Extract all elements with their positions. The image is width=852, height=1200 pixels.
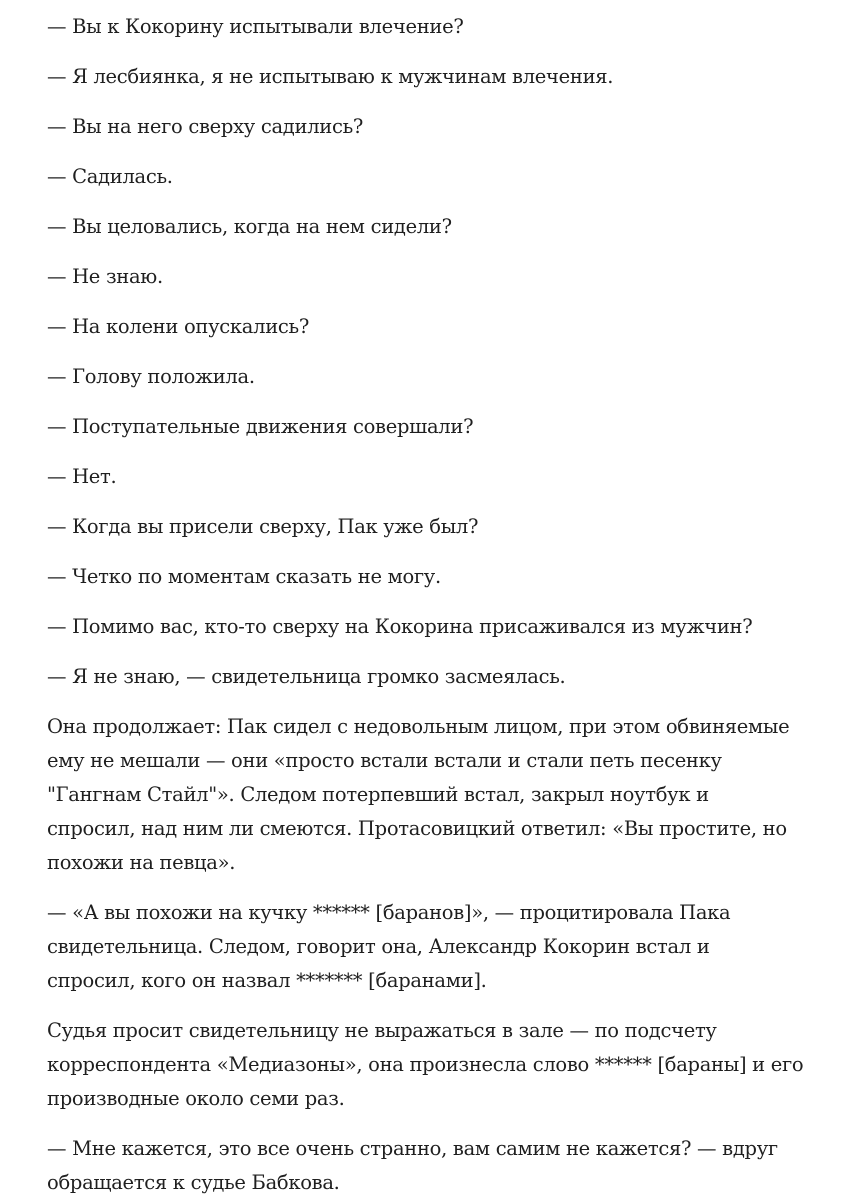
dialogue-line: — Я не знаю, — свидетельница громко засмеялась.: [47, 665, 566, 688]
paragraph-line: корреспондента «Медиазоны», она произнесла слово ****** [бараны] и его: [47, 1053, 804, 1076]
dialogue-line: — Садилась.: [47, 165, 173, 188]
dialogue-line: — Я лесбиянка, я не испытываю к мужчинам влечения.: [47, 65, 614, 88]
paragraph-line: "Гангнам Стайл"». Следом потерпевший встал, закрыл ноутбук и: [47, 783, 709, 806]
paragraph-line: ему не мешали — они «просто встали встали и стали петь песенку: [47, 749, 722, 772]
dialogue-line: — Четко по моментам сказать не могу.: [47, 565, 441, 588]
dialogue-line: — Вы целовались, когда на нем сидели?: [47, 215, 452, 238]
paragraph-line: Судья просит свидетельницу не выражаться в зале — по подсчету: [47, 1019, 717, 1042]
paragraph-witness: [47, 1132, 852, 1200]
paragraph-narration: [47, 710, 852, 880]
paragraph-line: — «А вы похожи на кучку ****** [баранов]», — процитировала Пака: [47, 901, 731, 924]
dialogue-line: — Помимо вас, кто-то сверху на Кокорина присаживался из мужчин?: [47, 615, 753, 638]
dialogue-line: — Голову положила.: [47, 365, 255, 388]
dialogue-line: — Вы на него сверху садились?: [47, 115, 364, 138]
dialogue-line: — Вы к Кокорину испытывали влечение?: [47, 15, 464, 38]
dialogue-line: — Когда вы присели сверху, Пак уже был?: [47, 515, 479, 538]
dialogue-line: — Поступательные движения совершали?: [47, 415, 474, 438]
paragraph-line: спросил, над ним ли смеются. Протасовицкий ответил: «Вы простите, но: [47, 817, 787, 840]
paragraph-line: обращается к судье Бабкова.: [47, 1171, 340, 1194]
paragraph-line: спросил, кого он назвал ******* [баранами].: [47, 969, 487, 992]
paragraph-line: производные около семи раз.: [47, 1087, 345, 1110]
paragraph-line: похожи на певца».: [47, 851, 236, 874]
paragraph-line: — Мне кажется, это все очень странно, вам самим не кажется? — вдруг: [47, 1137, 778, 1160]
paragraph-judge: [47, 1014, 852, 1116]
paragraph-quote: [47, 896, 852, 998]
dialogue-line: — Не знаю.: [47, 265, 163, 288]
paragraph-line: Она продолжает: Пак сидел с недовольным лицом, при этом обвиняемые: [47, 715, 790, 738]
paragraph-line: свидетельница. Следом, говорит она, Александр Кокорин встал и: [47, 935, 710, 958]
dialogue-line: — На колени опускались?: [47, 315, 309, 338]
dialogue-line: — Нет.: [47, 465, 117, 488]
